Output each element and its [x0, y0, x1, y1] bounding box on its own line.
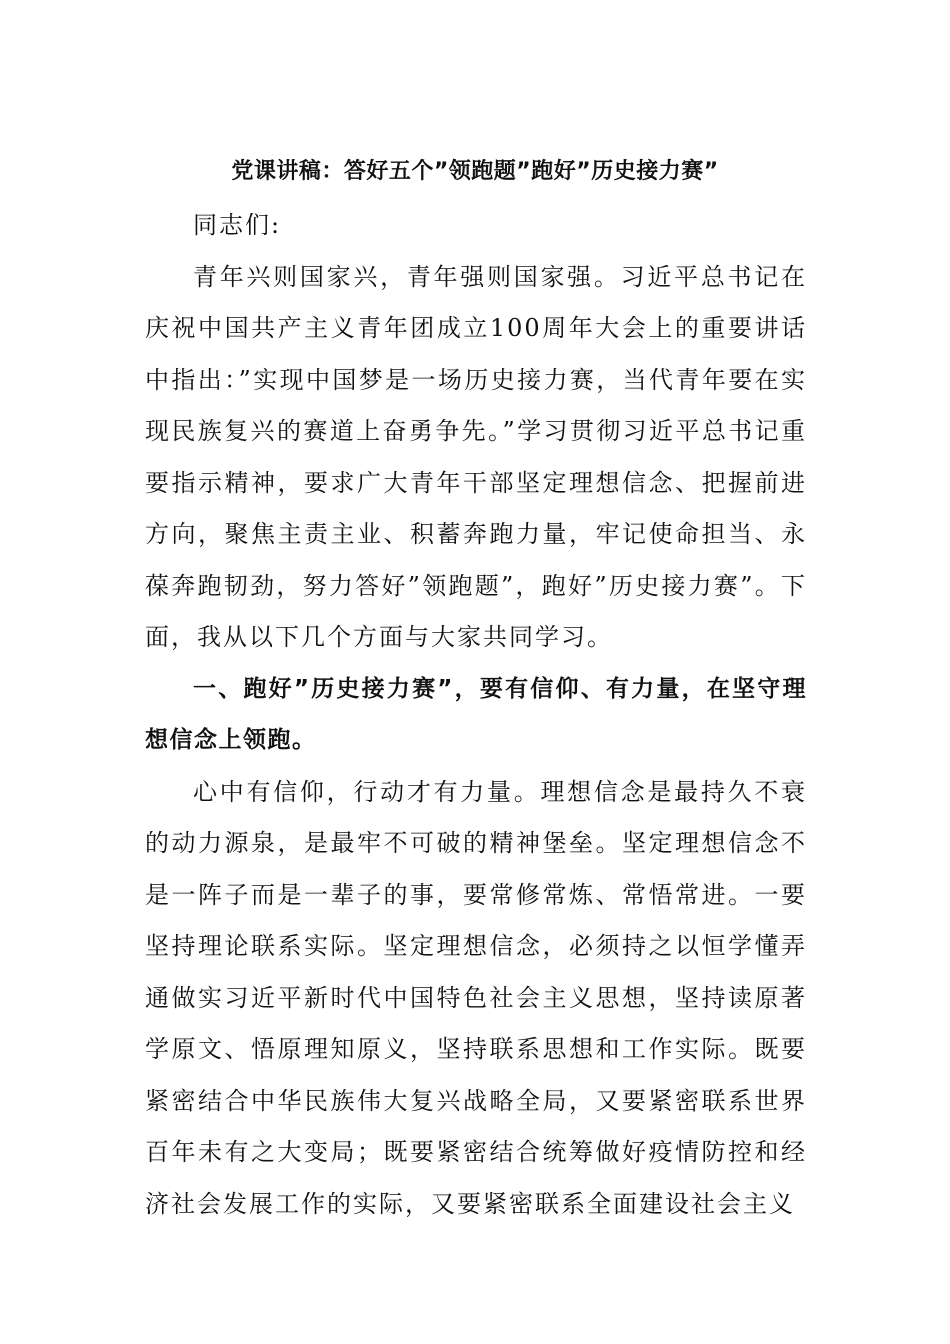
intro-paragraph: 青年兴则国家兴，青年强则国家强。习近平总书记在庆祝中国共产主义青年团成立100周年大会上的重要讲话中指出：”实现中国梦是一场历史接力赛，当代青年要在实现民族复兴的赛道上奋勇争先。”学习贯彻习近平总书记重要指示精神，要求广大青年干部坚定理想信念、把握前进方向，聚焦主责主业、积蓄奔跑力量，牢记使命担当、永葆奔跑韧劲，努力答好”领跑题”，跑好”历史接力赛”。下面，我从以下几个方面与大家共同学习。: [145, 262, 807, 651]
section-1-paragraph: 心中有信仰，行动才有力量。理想信念是最持久不衰的动力源泉，是最牢不可破的精神堡垒。坚定理想信念不是一阵子而是一辈子的事，要常修常炼、常悟常进。一要坚持理论联系实际。坚定理想信念，必须持之以恒学懂弄通做实习近平新时代中国特色社会主义思想，坚持读原著学原文、悟原理知原义，坚持联系思想和工作实际。既要紧密结合中华民族伟大复兴战略全局，又要紧密联系世界百年未有之大变局；既要紧密结合统筹做好疫情防控和经济社会发展工作的实际，又要紧密联系全面建设社会主义: [145, 777, 807, 1218]
document-body: [145, 200, 807, 1230]
section-heading-1: 一、跑好”历史接力赛”，要有信仰、有力量，在坚守理想信念上领跑。: [145, 675, 807, 753]
document-title: 党课讲稿：答好五个”领跑题”跑好”历史接力赛”: [231, 159, 719, 184]
greeting-paragraph: 同志们:: [193, 211, 282, 239]
